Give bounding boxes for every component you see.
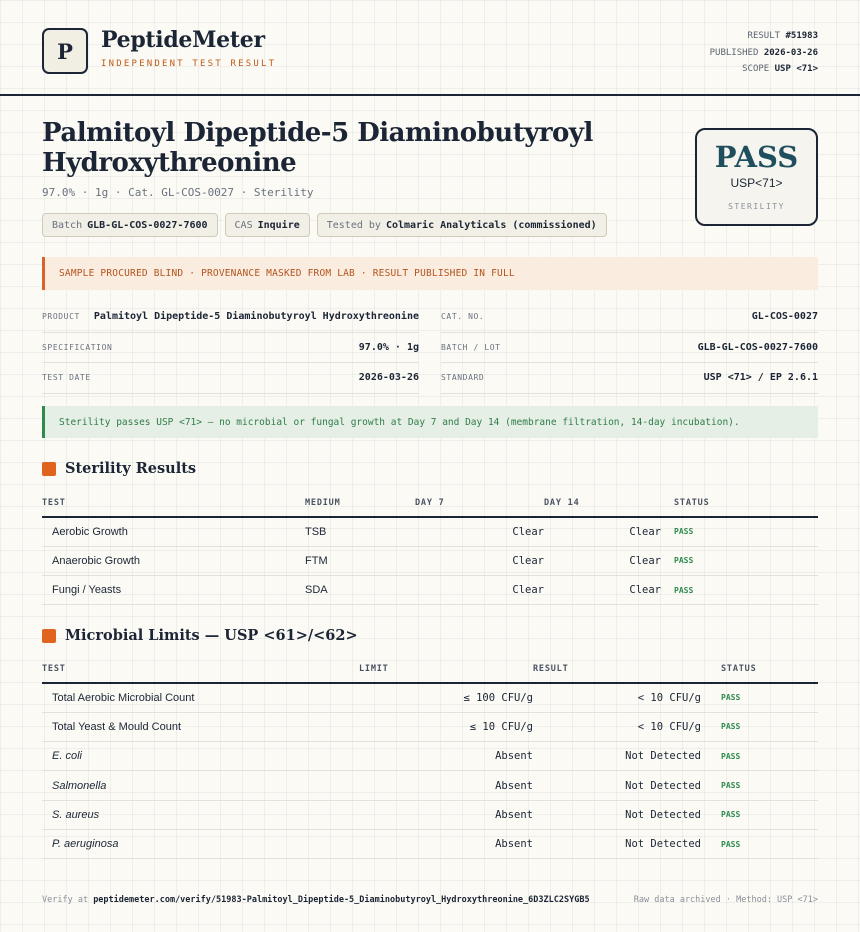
col-header: STATUS	[721, 655, 818, 683]
info-row-batch: BATCH / LOT GLB-GL-COS-0027-7600	[441, 333, 818, 364]
provenance-notice: SAMPLE PROCURED BLIND · PROVENANCE MASKED FROM LAB · RESULT PUBLISHED IN FULL	[42, 257, 818, 290]
table-row: Anaerobic Growth FTM Clear Clear PASS	[42, 546, 818, 575]
report-footer	[42, 895, 818, 905]
verdict-label: STERILITY	[728, 202, 785, 211]
footer-method: Raw data archived · Method: USP <71>	[633, 895, 818, 905]
microbial-table	[42, 655, 818, 859]
brand-tagline: INDEPENDENT TEST RESULT	[101, 59, 277, 69]
section-marker-icon	[42, 629, 56, 643]
status-badge: PASS	[674, 576, 818, 605]
info-row-cat-no: CAT. NO. GL-COS-0027	[441, 302, 818, 333]
sterility-section-header	[42, 460, 196, 477]
report-meta	[710, 28, 818, 78]
cas-chip: CAS Inquire	[225, 213, 310, 237]
table-row: Total Yeast & Mould Count ≤ 10 CFU/g < 10 CFU/g PASS	[42, 712, 818, 741]
logo-mark: P	[42, 28, 88, 74]
col-header: DAY 7	[415, 489, 544, 517]
status-badge: PASS	[674, 517, 818, 546]
product-subtitle: 97.0% · 1g · Cat. GL-COS-0027 · Sterility	[42, 186, 314, 199]
status-badge: PASS	[721, 712, 818, 741]
table-header-row	[42, 655, 818, 683]
result-statement: Sterility passes USP <71> — no microbial or fungal growth at Day 7 and Day 14 (membrane filtration, 14-day incubation).	[42, 406, 818, 438]
report-header	[0, 0, 860, 96]
status-badge: PASS	[721, 771, 818, 800]
info-row-standard: STANDARD USP <71> / EP 2.6.1	[441, 363, 818, 394]
microbial-section-title: Microbial Limits — USP <61>/<62>	[65, 627, 358, 644]
table-row: S. aureus Absent Not Detected PASS	[42, 800, 818, 829]
meta-scope: SCOPE USP <71>	[742, 64, 818, 74]
chip-row	[42, 213, 607, 237]
info-grid-right	[441, 302, 818, 394]
table-row: Fungi / Yeasts SDA Clear Clear PASS	[42, 576, 818, 605]
product-title: Palmitoyl Dipeptide-5 Diaminobutyroyl Hydroxythreonine	[42, 118, 593, 178]
microbial-section-header	[42, 627, 358, 644]
col-header: MEDIUM	[305, 489, 415, 517]
table-row: Salmonella Absent Not Detected PASS	[42, 771, 818, 800]
verify-link[interactable]: peptidemeter.com/verify/51983-Palmitoyl_Dipeptide-5_Diaminobutyroyl_Hydroxythreonine_6D3ZLC2SYGB5	[93, 895, 590, 905]
status-badge: PASS	[674, 546, 818, 575]
status-badge: PASS	[721, 742, 818, 771]
verify-line: Verify at peptidemeter.com/verify/51983-Palmitoyl_Dipeptide-5_Diaminobutyroyl_Hydroxythreonine_6D3ZLC2SYGB5	[42, 895, 590, 905]
status-badge: PASS	[721, 800, 818, 829]
col-header: DAY 14	[544, 489, 674, 517]
status-badge: PASS	[721, 829, 818, 858]
sterility-table	[42, 489, 818, 605]
section-marker-icon	[42, 462, 56, 476]
info-grid-left	[42, 302, 419, 394]
verdict-badge	[695, 128, 818, 226]
verdict-standard: USP<71>	[730, 176, 783, 190]
info-row-specification: SPECIFICATION 97.0% · 1g	[42, 333, 419, 364]
table-row: Aerobic Growth TSB Clear Clear PASS	[42, 517, 818, 546]
meta-result: RESULT #51983	[747, 31, 818, 41]
table-header-row	[42, 489, 818, 517]
status-badge: PASS	[721, 683, 818, 712]
meta-published: PUBLISHED 2026-03-26	[709, 47, 818, 58]
col-header: LIMIT	[359, 655, 533, 683]
info-row-test-date: TEST DATE 2026-03-26	[42, 363, 419, 394]
sterility-section-title: Sterility Results	[65, 460, 197, 477]
col-header: TEST	[42, 489, 305, 517]
info-row-product: PRODUCT Palmitoyl Dipeptide-5 Diaminobutyroyl Hydroxythreonine	[42, 302, 419, 333]
col-header: STATUS	[674, 489, 818, 517]
col-header: TEST	[42, 655, 359, 683]
verdict-result: PASS	[714, 140, 799, 174]
brand-name: PeptideMeter	[101, 27, 265, 53]
tested-by-chip: Tested by Colmaric Analyticals (commissioned)	[317, 213, 607, 237]
col-header: RESULT	[533, 655, 721, 683]
table-row: E. coli Absent Not Detected PASS	[42, 742, 818, 771]
table-row: P. aeruginosa Absent Not Detected PASS	[42, 829, 818, 858]
batch-chip: Batch GLB-GL-COS-0027-7600	[42, 213, 218, 237]
table-row: Total Aerobic Microbial Count ≤ 100 CFU/g < 10 CFU/g PASS	[42, 683, 818, 712]
